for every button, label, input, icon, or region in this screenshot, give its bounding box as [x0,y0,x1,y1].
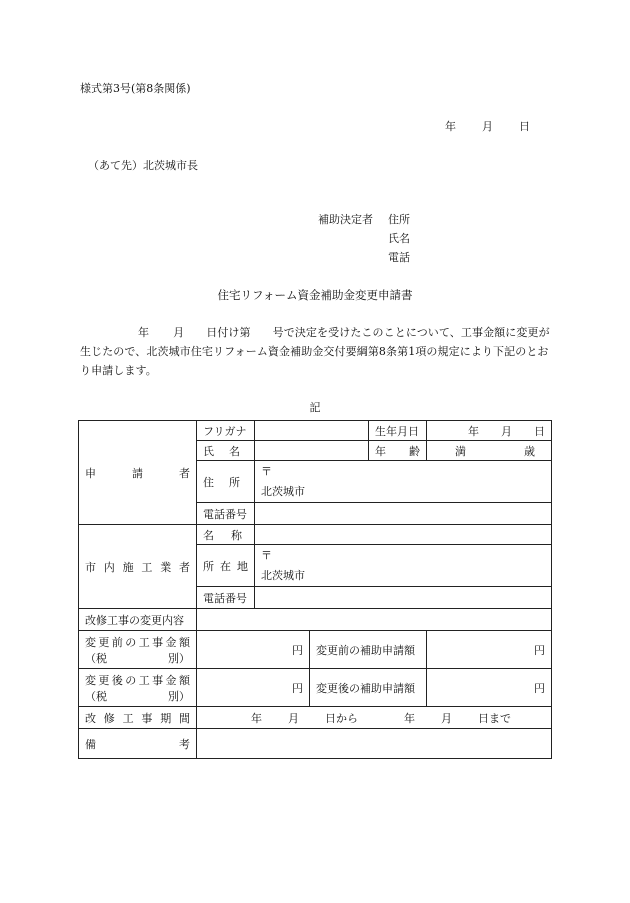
location-label: 所 在 地 [197,545,255,587]
company-name-field[interactable] [255,525,552,545]
form-code: 様式第3号(第8条関係) [80,82,191,95]
name-field[interactable] [255,441,369,461]
after-amount-field[interactable]: 円 [197,669,310,707]
change-content-label: 改修工事の変更内容 [79,609,197,631]
phone-field[interactable] [255,503,552,525]
furigana-label: フリガナ [197,421,255,441]
table-row [79,631,552,669]
contractor-label-cell: 市 内 施 工 業 者 [79,525,197,609]
table-row [79,729,552,759]
body-paragraph [80,323,550,380]
age-field[interactable]: 満 歳 [427,441,552,461]
address-label: 住 所 [197,461,255,503]
day-label: 日 [519,120,530,133]
table-row [79,421,552,441]
address-field[interactable] [255,461,552,503]
before-amount-label: 変 更 前 の 工 事 金 額 （税 別） [79,631,197,669]
location-field[interactable]: 〒 北茨城市 [255,545,552,587]
applicant-heading: 補助決定者 [318,213,373,226]
before-subsidy-field[interactable]: 円 [427,631,552,669]
period-field[interactable]: 年 月 日から 年 月 日まで [197,707,552,729]
address-city: 北茨城市 [261,484,305,498]
contractor-phone-field[interactable] [255,587,552,609]
remarks-field[interactable] [197,729,552,759]
after-subsidy-label: 変更後の補助申請額 [310,669,427,707]
applicant-block [318,211,410,268]
after-amount-label: 変 更 後 の 工 事 金 額 （税 別） [79,669,197,707]
body-day-no: 日付け第 [206,326,251,339]
after-subsidy-field[interactable]: 円 [427,669,552,707]
year-label: 年 [445,120,456,133]
table-row [79,669,552,707]
body-month: 月 [173,326,185,339]
body-year: 年 [138,326,150,339]
postal-mark: 〒 [261,464,272,478]
body-rest: 号で決定を受けたこのことについて、工事金額に変更が生じたので、北茨城市住宅リフォーム資金補助金交付要綱第8条第1項の規定により下記のとおり申請します。 [80,326,550,377]
ki-heading: 記 [309,401,321,414]
birth-label: 生年月日 [369,421,427,441]
addressee: （あて先）北茨城市長 [88,159,198,172]
before-amount-field[interactable]: 円 [197,631,310,669]
table-row [79,707,552,729]
name-label: 氏 名 [197,441,255,461]
applicant-name-label: 氏名 [388,232,410,245]
phone-label: 電話番号 [197,503,255,525]
period-label: 改 修 工 事 期 間 [79,707,197,729]
birth-field[interactable]: 年 月 日 [427,421,552,441]
month-label: 月 [482,120,493,133]
change-content-field[interactable] [197,609,552,631]
applicant-label-cell: 申 請 者 [79,421,197,525]
before-subsidy-label: 変更前の補助申請額 [310,631,427,669]
applicant-address-label: 住所 [388,213,410,226]
age-label: 年 齢 [369,441,427,461]
application-table [78,420,552,759]
date-line [445,118,530,134]
company-name-label: 名 称 [197,525,255,545]
contractor-phone-label: 電話番号 [197,587,255,609]
document-title: 住宅リフォーム資金補助金変更申請書 [217,288,413,302]
remarks-label: 備 考 [79,729,197,759]
table-row [79,609,552,631]
applicant-phone-label: 電話 [388,251,410,264]
table-row [79,525,552,545]
furigana-field[interactable] [255,421,369,441]
